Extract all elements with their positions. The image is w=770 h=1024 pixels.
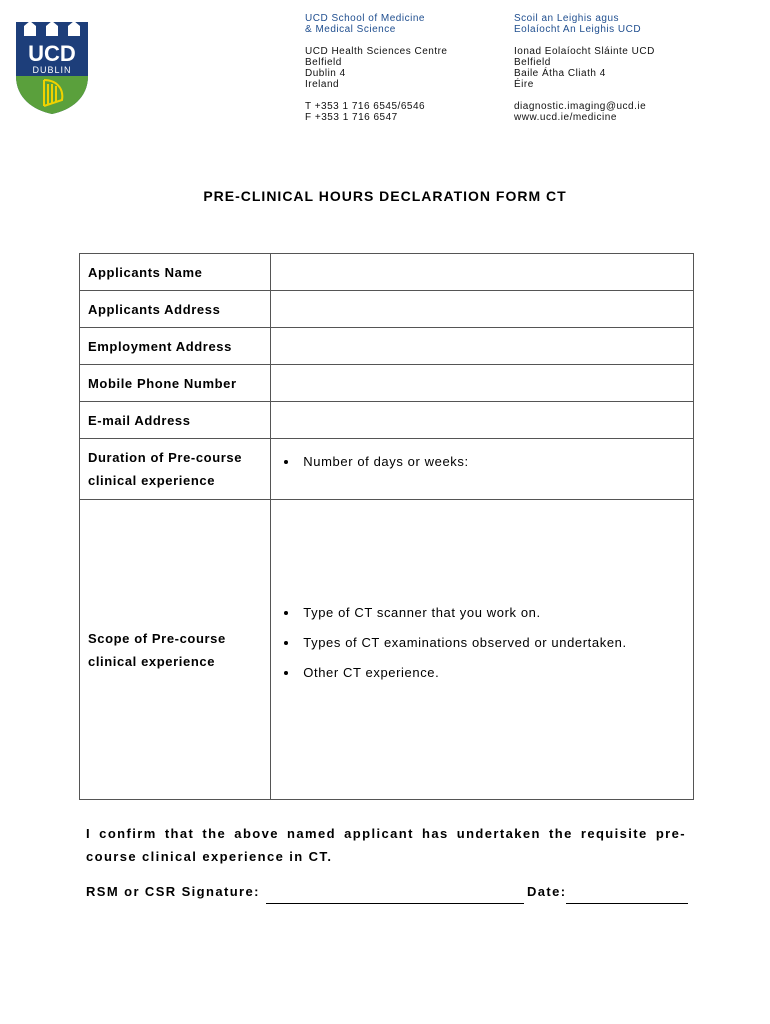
address-line: Ireland	[305, 79, 340, 90]
scope-field[interactable]	[271, 500, 694, 800]
table-row	[80, 254, 694, 291]
confirmation-text: I confirm that the above named applicant has undertaken the requisite pre-course clinical experience in CT.	[86, 826, 686, 864]
logo-text-ucd: UCD	[28, 41, 76, 66]
duration-label	[80, 439, 271, 500]
signature-line[interactable]	[266, 903, 524, 904]
employment-address-label: Employment Address	[80, 328, 271, 365]
table-row	[80, 291, 694, 328]
address-ga	[514, 46, 655, 90]
logo-text-dublin: DUBLIN	[32, 65, 72, 75]
duration-list	[279, 454, 685, 470]
signature-label: RSM or CSR Signature:	[86, 884, 260, 899]
table-row	[80, 365, 694, 402]
fax-line: F +353 1 716 6547	[305, 112, 398, 123]
email-label: E-mail Address	[80, 402, 271, 439]
address-line: Dublin 4	[305, 68, 346, 79]
table-row	[80, 500, 694, 800]
declaration-table	[79, 253, 694, 800]
table-row	[80, 328, 694, 365]
address-line: Belfield	[514, 57, 551, 68]
label-line: clinical experience	[88, 653, 216, 669]
label-line: clinical experience	[88, 473, 216, 488]
school-name-ga	[514, 13, 641, 35]
email-link[interactable]: diagnostic.imaging@ucd.ie	[514, 101, 647, 112]
scope-label	[80, 500, 271, 800]
list-item: • Number of days or weeks:	[299, 454, 685, 470]
list-item: • Type of CT scanner that you work on.	[299, 605, 685, 621]
scope-list	[279, 605, 685, 681]
phone-line: T +353 1 716 6545/6546	[305, 101, 426, 112]
school-line: & Medical Science	[305, 24, 396, 35]
label-line: Duration of Pre-course	[88, 450, 243, 465]
mobile-phone-field[interactable]	[271, 365, 694, 402]
applicants-name-label: Applicants Name	[80, 254, 271, 291]
address-line: Ionad Eolaíocht Sláinte UCD	[514, 46, 655, 57]
table-row	[80, 402, 694, 439]
list-item: • Other CT experience.	[299, 665, 685, 681]
employment-address-field[interactable]	[271, 328, 694, 365]
school-line: UCD School of Medicine	[305, 13, 425, 24]
applicants-name-field[interactable]	[271, 254, 694, 291]
date-label: Date:	[527, 884, 567, 899]
list-item: • Types of CT examinations observed or undertaken.	[299, 635, 685, 651]
address-line: Belfield	[305, 57, 342, 68]
school-line: Eolaíocht An Leighis UCD	[514, 24, 642, 35]
contact-en	[305, 101, 425, 123]
applicants-address-field[interactable]	[271, 291, 694, 328]
address-line: UCD Health Sciences Centre	[305, 46, 448, 57]
mobile-phone-label: Mobile Phone Number	[80, 365, 271, 402]
website-link[interactable]: www.ucd.ie/medicine	[514, 112, 617, 123]
ucd-logo	[16, 18, 88, 114]
address-line: Éire	[514, 79, 534, 90]
label-line: Scope of Pre-course	[88, 630, 226, 646]
table-row	[80, 439, 694, 500]
date-line[interactable]	[566, 903, 688, 904]
applicants-address-label: Applicants Address	[80, 291, 271, 328]
address-en	[305, 46, 448, 90]
duration-field[interactable]	[271, 439, 694, 500]
school-name-en	[305, 13, 425, 35]
contact-ga	[514, 101, 646, 123]
address-line: Baile Átha Cliath 4	[514, 68, 606, 79]
school-line: Scoil an Leighis agus	[514, 13, 620, 24]
form-title: PRE-CLINICAL HOURS DECLARATION FORM CT	[203, 188, 567, 204]
email-field[interactable]	[271, 402, 694, 439]
